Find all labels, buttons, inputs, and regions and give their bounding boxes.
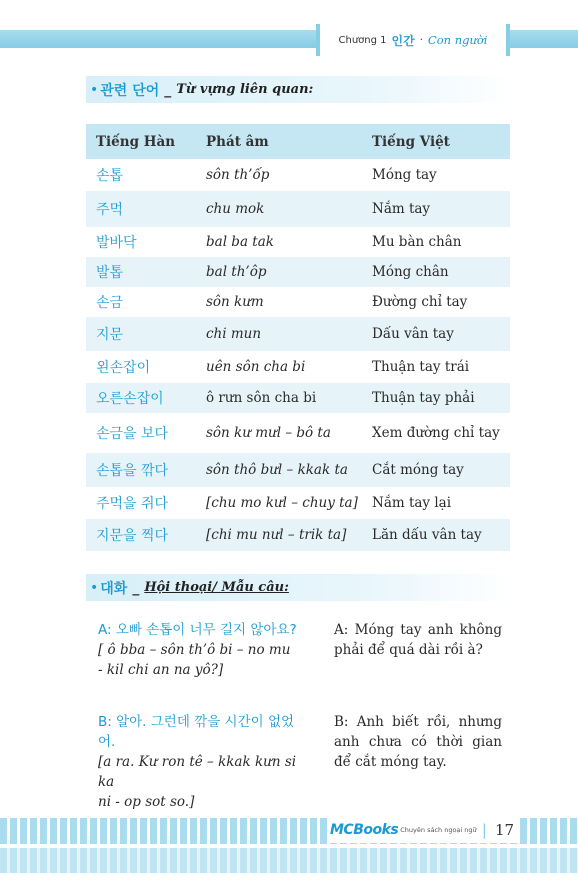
cell-korean: 손금을 보다 [96, 426, 169, 442]
cell-pronunciation: [chu mo kưl – chuy ta] [206, 495, 358, 511]
dialogue-a-vietnamese: A: Móng tay anh không phải để quá dài rồi à? [334, 622, 502, 658]
cell-pronunciation: bal th’ôp [206, 264, 267, 280]
dialogue-a-pronunciation-1: [ ô bba – sôn th’ô bi – no mu [98, 642, 291, 658]
vocab-section-korean: 관련 단어 [100, 82, 160, 99]
cell-vietnamese: Đường chỉ tay [372, 294, 468, 310]
dialogue-section-separator: _ [132, 579, 140, 596]
dialogue-b-vietnamese: B: Anh biết rồi, nhưng anh chưa có thời gian để cắt móng tay. [334, 714, 502, 770]
table-row [86, 383, 510, 413]
table-row [86, 317, 510, 351]
cell-korean: 왼손잡이 [96, 360, 151, 376]
cell-korean: 주먹 [96, 202, 124, 218]
cell-vietnamese: Thuận tay phải [372, 390, 475, 406]
publisher-brand: MCBooks [330, 822, 399, 838]
table-row [86, 519, 510, 551]
bullet-icon: • [90, 81, 99, 98]
table-row [86, 351, 510, 383]
dialogue-b-korean-block [98, 712, 308, 812]
table-row [86, 191, 510, 227]
cell-vietnamese: Cắt móng tay [372, 462, 464, 478]
cell-vietnamese: Móng tay [372, 167, 437, 183]
chapter-vietnamese: Con người [427, 33, 488, 47]
table-row [86, 413, 510, 453]
cell-korean: 발바닥 [96, 235, 137, 251]
dialogue-b-pronunciation-2: ni - op sot so.] [98, 794, 195, 810]
publisher-logo [330, 817, 478, 843]
cell-pronunciation: sôn kư mưl – bô ta [206, 425, 331, 441]
cell-pronunciation: bal ba tak [206, 234, 274, 250]
page-number: 17 [494, 821, 515, 839]
cell-korean: 지문 [96, 327, 124, 343]
vocab-section-vietnamese: Từ vựng liên quan: [176, 82, 314, 97]
chapter-korean: 인간 [391, 33, 415, 48]
cell-korean: 손톱 [96, 168, 124, 184]
cell-pronunciation: sôn thô bưl – kkak ta [206, 462, 348, 478]
cell-vietnamese: Móng chân [372, 264, 449, 280]
cell-pronunciation: [chi mu nưl – trik ta] [206, 527, 347, 543]
bullet-icon: • [90, 579, 99, 596]
cell-korean: 손톱을 깎다 [96, 463, 169, 479]
cell-pronunciation: chu mok [206, 201, 265, 217]
cell-korean: 지문을 찍다 [96, 528, 169, 544]
cell-vietnamese: Nắm tay [372, 201, 431, 217]
table-row [86, 257, 510, 287]
dialogue-section-vietnamese: Hội thoại/ Mẫu câu: [144, 580, 289, 595]
cell-vietnamese: Thuận tay trái [372, 359, 470, 375]
header-korean: Tiếng Hàn [96, 133, 176, 150]
cell-korean: 오른손잡이 [96, 391, 164, 407]
vocab-section-separator: _ [164, 81, 172, 98]
publisher-tagline: Chuyên sách ngoại ngữ [400, 826, 477, 834]
table-row [86, 287, 510, 317]
page-number-box [478, 817, 518, 843]
cell-vietnamese: Xem đường chỉ tay [372, 425, 500, 441]
chapter-heading [316, 24, 510, 56]
vocab-table [86, 124, 510, 551]
dialogue-b-korean: B: 알아. 그런데 깎을 시간이 없었어. [98, 714, 295, 750]
chapter-label: Chương 1 [338, 34, 387, 46]
cell-vietnamese: Lăn dấu vân tay [372, 527, 482, 543]
table-row [86, 487, 510, 519]
cell-pronunciation: ô rưn sôn cha bi [206, 390, 317, 406]
cell-vietnamese: Dấu vân tay [372, 326, 454, 342]
dialogue-a-korean-block [98, 620, 308, 680]
cell-pronunciation: chi mun [206, 326, 262, 342]
dialogue-b-pronunciation-1: [a ra. Kư ron tê – kkak kưn si ka [98, 754, 297, 790]
cell-pronunciation: sôn kưm [206, 294, 264, 310]
vocab-table-header [86, 124, 510, 159]
cell-vietnamese: Mu bàn chân [372, 234, 462, 250]
chapter-separator: · [419, 34, 423, 46]
cell-korean: 손금 [96, 295, 124, 311]
dialogue-a-pronunciation-2: - kil chi an na yô?] [98, 662, 224, 678]
divider: | [481, 821, 487, 839]
cell-korean: 발톱 [96, 265, 124, 281]
dialogue-section-korean: 대화 [100, 580, 128, 597]
header-vietnamese: Tiếng Việt [372, 133, 450, 150]
header-pronunciation: Phát âm [206, 133, 269, 150]
dialogue-section-heading [86, 574, 510, 601]
vocab-section-heading [86, 76, 510, 103]
cell-pronunciation: sôn th’ốp [206, 167, 270, 183]
table-row [86, 159, 510, 191]
cell-vietnamese: Nắm tay lại [372, 495, 452, 511]
cell-pronunciation: uên sôn cha bi [206, 359, 306, 375]
cell-korean: 주먹을 쥐다 [96, 496, 169, 512]
table-row [86, 227, 510, 257]
dialogue-a-korean: A: 오빠 손톱이 너무 길지 않아요? [98, 622, 297, 638]
footer-band-bottom [0, 848, 578, 873]
table-row [86, 453, 510, 487]
